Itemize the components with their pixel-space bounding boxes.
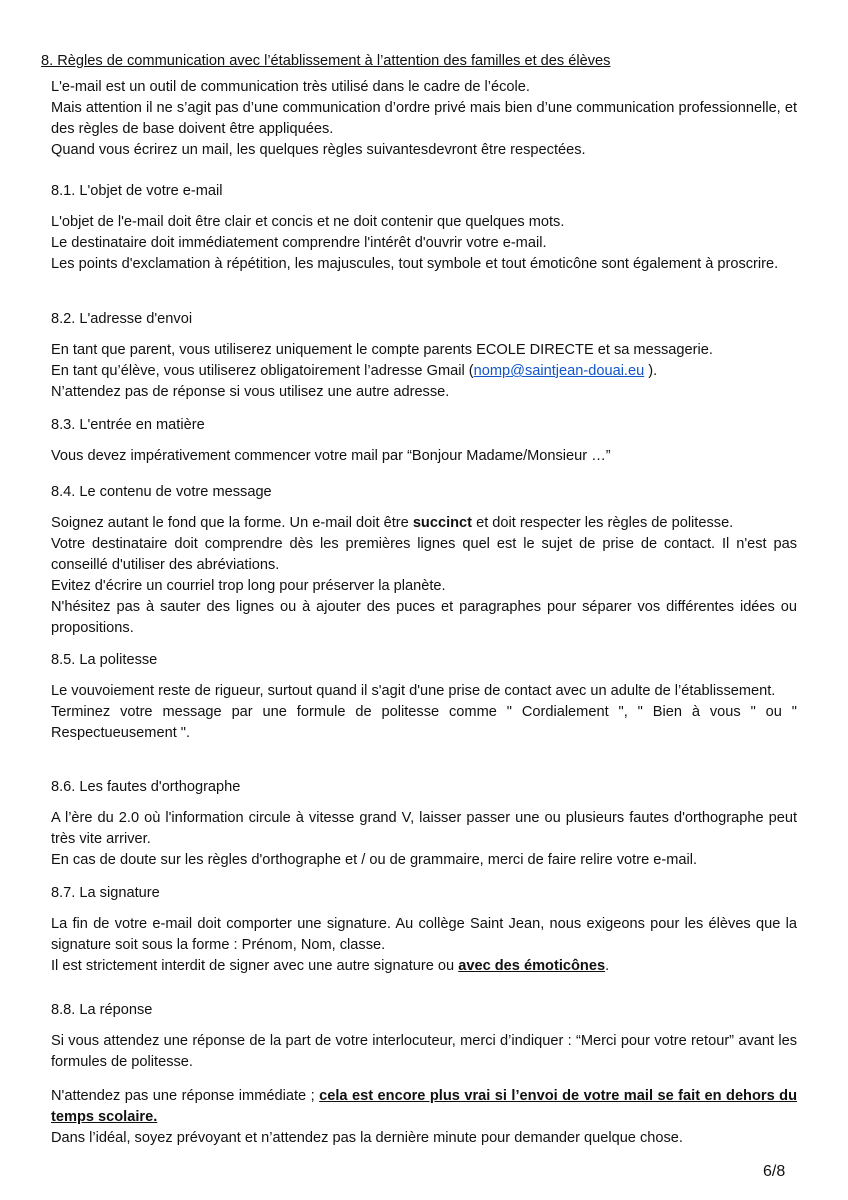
s5-line-2: Terminez votre message par une formule de politesse comme " Cordialement ", " Bien à vous " ou " Respectueusement ". (51, 704, 797, 741)
s1-line-1: L'objet de l'e-mail doit être clair et concis et ne doit contenir que quelques mots. (51, 214, 565, 230)
emoticones-emphasis: avec des émoticônes (458, 958, 606, 974)
s8-line-2-text: N'attendez pas une réponse immédiate ; (51, 1088, 320, 1104)
section-8-2-body (51, 340, 797, 403)
heading-8-3: 8.3. L'entrée en matière (51, 417, 205, 433)
heading-8-1: 8.1. L'objet de votre e-mail (51, 183, 223, 199)
s8-line-2 (51, 1086, 797, 1128)
s6-line-1: A l’ère du 2.0 où l'information circule à vitesse grand V, laisser passer une ou plusieurs fautes d'orthographe peut très vite arriver. (51, 810, 797, 847)
s2-line-2-text: En tant qu’élève, vous utiliserez obligatoirement l’adresse Gmail ( (51, 363, 474, 379)
intro-line-2: Mais attention il ne s’agit pas d’une communication d’ordre privé mais bien d’une communication professionnelle, et des règles de base doivent être appliquées. (51, 100, 797, 137)
heading-8-8: 8.8. La réponse (51, 1002, 153, 1018)
heading-8-4: 8.4. Le contenu de votre message (51, 484, 272, 500)
s1-line-2: Le destinataire doit immédiatement comprendre l'intérêt d'ouvrir votre e-mail. (51, 235, 547, 251)
s7-line-2-text: Il est strictement interdit de signer avec une autre signature ou (51, 958, 459, 974)
s2-line-3: N’attendez pas de réponse si vous utilisez une autre adresse. (51, 384, 450, 400)
hors-temps-scolaire-emphasis: cela est encore plus vrai si l’envoi de votre mail se fait en dehors du temps scolaire. (51, 1088, 797, 1125)
email-address-link[interactable]: nomp@saintjean-douai.eu (473, 363, 645, 379)
section-8-5-body (51, 681, 797, 744)
heading-8-7: 8.7. La signature (51, 885, 160, 901)
s4-line-2: Votre destinataire doit comprendre dès les premières lignes quel est le sujet de prise de contact. Il n'est pas conseillé d'utiliser des abréviations. (51, 536, 797, 573)
succinct-emphasis: succinct (412, 515, 473, 531)
s2-line-2-end: ). (644, 363, 658, 379)
s2-line-2 (51, 361, 797, 382)
s7-line-2 (51, 956, 797, 977)
s2-line-1: En tant que parent, vous utiliserez uniquement le compte parents ECOLE DIRECTE et sa messagerie. (51, 342, 713, 358)
s4-line-1-end: et doit respecter les règles de politesse. (472, 515, 734, 531)
s4-line-1 (51, 513, 797, 534)
s4-line-4: N'hésitez pas à sauter des lignes ou à ajouter des puces et paragraphes pour séparer vos différentes idées ou propositions. (51, 599, 797, 636)
intro-block (51, 77, 797, 161)
intro-line-3: Quand vous écrirez un mail, les quelques règles suivantesdevront être respectées. (51, 142, 586, 158)
section-8-8-body (51, 1031, 797, 1149)
s1-line-3: Les points d'exclamation à répétition, les majuscules, tout symbole et tout émoticône sont également à proscrire. (51, 256, 779, 272)
section-8-7-body (51, 914, 797, 977)
intro-line-1: L'e-mail est un outil de communication très utilisé dans le cadre de l’école. (51, 79, 530, 95)
section-8-6-body (51, 808, 797, 871)
s7-line-2-end: . (605, 958, 610, 974)
heading-8-6: 8.6. Les fautes d'orthographe (51, 779, 241, 795)
s3-line-1: Vous devez impérativement commencer votre mail par “Bonjour Madame/Monsieur …” (51, 448, 611, 464)
heading-8-2: 8.2. L'adresse d'envoi (51, 311, 193, 327)
s8-line-3: Dans l’idéal, soyez prévoyant et n’attendez pas la dernière minute pour demander quelque chose. (51, 1130, 683, 1146)
s7-line-1: La fin de votre e-mail doit comporter une signature. Au collège Saint Jean, nous exigeons pour les élèves que la signature soit sous la forme : Prénom, Nom, classe. (51, 916, 797, 953)
s4-line-3: Evitez d'écrire un courriel trop long pour préserver la planète. (51, 578, 446, 594)
s8-line-1: Si vous attendez une réponse de la part de votre interlocuteur, merci d’indiquer : “Merci pour votre retour” avant les formules de politesse. (51, 1033, 797, 1070)
heading-8-5: 8.5. La politesse (51, 652, 158, 668)
s4-line-1-text: Soignez autant le fond que la forme. Un e-mail doit être (51, 515, 413, 531)
page-number: 6/8 (763, 1163, 786, 1180)
section-8-1-body (51, 212, 797, 275)
section-title: 8. Règles de communication avec l’établissement à l’attention des familles et des élèves (41, 53, 611, 69)
s6-line-2: En cas de doute sur les règles d'orthographe et / ou de grammaire, merci de faire relire votre e-mail. (51, 852, 698, 868)
s5-line-1: Le vouvoiement reste de rigueur, surtout quand il s'agit d'une prise de contact avec un adulte de l’établissement. (51, 683, 776, 699)
section-8-3-body (51, 446, 797, 467)
section-8-4-body (51, 513, 797, 639)
